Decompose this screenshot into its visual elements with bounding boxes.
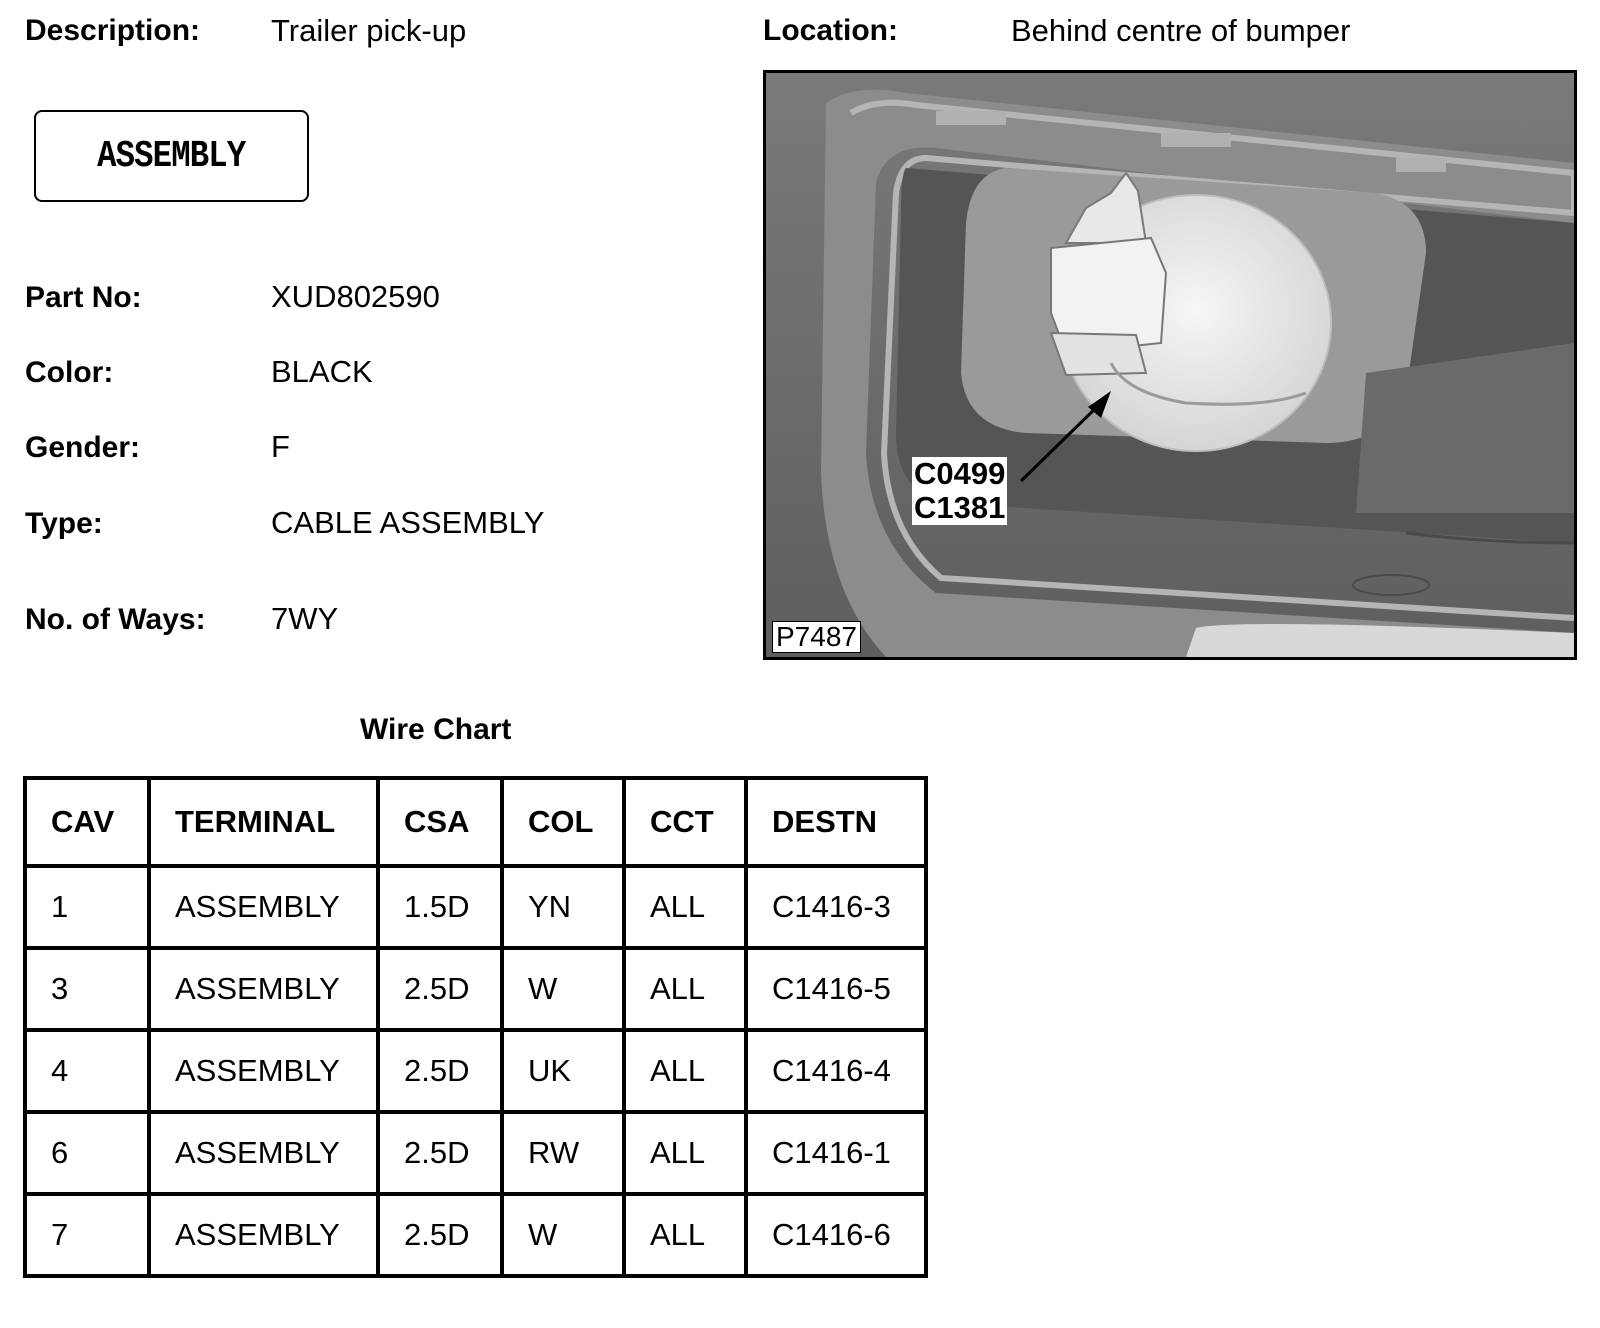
gender-label: Gender:	[25, 431, 141, 464]
color-label: Color:	[25, 356, 114, 389]
cell-cct: ALL	[624, 1030, 746, 1112]
wire-chart-title: Wire Chart	[360, 713, 512, 746]
cell-destn: C1416-5	[746, 948, 926, 1030]
location-value: Behind centre of bumper	[1011, 13, 1351, 48]
part-no-value: XUD802590	[271, 279, 440, 314]
assembly-stamp-text: ASSEMBLY	[97, 134, 246, 178]
cell-col: RW	[502, 1112, 624, 1194]
table-row	[25, 866, 926, 948]
cell-destn: C1416-6	[746, 1194, 926, 1276]
cell-terminal: ASSEMBLY	[149, 948, 378, 1030]
location-photo	[763, 70, 1577, 660]
table-header-row	[25, 778, 926, 866]
header-destn: DESTN	[746, 778, 926, 866]
callout-label-c1381: C1381	[914, 490, 1006, 525]
cell-cav: 4	[25, 1030, 149, 1112]
cell-terminal: ASSEMBLY	[149, 1112, 378, 1194]
cell-destn: C1416-3	[746, 866, 926, 948]
no-of-ways-value: 7WY	[271, 601, 339, 636]
header-csa: CSA	[378, 778, 502, 866]
cell-cav: 7	[25, 1194, 149, 1276]
cell-destn: C1416-1	[746, 1112, 926, 1194]
table-row	[25, 1112, 926, 1194]
table-row	[25, 1194, 926, 1276]
cell-csa: 2.5D	[378, 948, 502, 1030]
no-of-ways-label: No. of Ways:	[25, 603, 206, 636]
header-cct: CCT	[624, 778, 746, 866]
wire-chart-table	[23, 776, 928, 1278]
cell-cct: ALL	[624, 866, 746, 948]
type-label: Type:	[25, 507, 103, 540]
description-label: Description:	[25, 14, 201, 47]
header-col: COL	[502, 778, 624, 866]
cell-cct: ALL	[624, 1194, 746, 1276]
cell-csa: 1.5D	[378, 866, 502, 948]
cell-col: YN	[502, 866, 624, 948]
cell-terminal: ASSEMBLY	[149, 866, 378, 948]
cell-cav: 1	[25, 866, 149, 948]
cell-terminal: ASSEMBLY	[149, 1030, 378, 1112]
description-value: Trailer pick-up	[271, 13, 467, 48]
cell-col: W	[502, 948, 624, 1030]
cell-csa: 2.5D	[378, 1194, 502, 1276]
header-terminal: TERMINAL	[149, 778, 378, 866]
cell-csa: 2.5D	[378, 1112, 502, 1194]
cell-col: UK	[502, 1030, 624, 1112]
gender-value: F	[271, 429, 290, 464]
cell-terminal: ASSEMBLY	[149, 1194, 378, 1276]
table-row	[25, 948, 926, 1030]
type-value: CABLE ASSEMBLY	[271, 505, 545, 540]
cell-col: W	[502, 1194, 624, 1276]
table-row	[25, 1030, 926, 1112]
cell-cct: ALL	[624, 1112, 746, 1194]
location-label: Location:	[763, 14, 898, 47]
header-cav: CAV	[25, 778, 149, 866]
figure-id: P7487	[772, 621, 861, 653]
cell-cav: 3	[25, 948, 149, 1030]
part-no-label: Part No:	[25, 281, 142, 314]
cell-csa: 2.5D	[378, 1030, 502, 1112]
cell-cct: ALL	[624, 948, 746, 1030]
cell-cav: 6	[25, 1112, 149, 1194]
assembly-stamp	[34, 110, 309, 202]
color-value: BLACK	[271, 354, 373, 389]
bumper-illustration	[766, 73, 1574, 657]
cell-destn: C1416-4	[746, 1030, 926, 1112]
callout-label-c0499: C0499	[914, 456, 1006, 491]
